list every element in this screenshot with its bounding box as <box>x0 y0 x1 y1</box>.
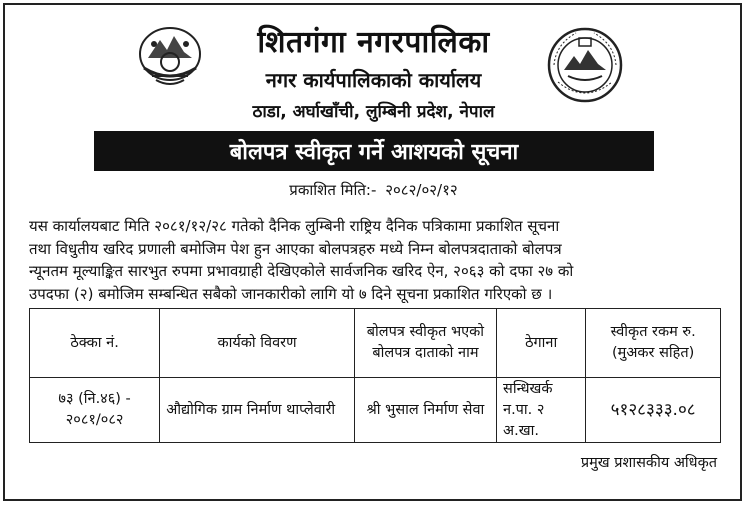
header-contract-no: ठेक्का नं. <box>30 309 160 378</box>
header-address: ठेगाना <box>497 309 586 378</box>
notice-body-line: उपदफा (२) बमोजिम सम्बन्धित सबैको जानकारीको लागि यो ७ दिने सूचना प्रकाशित गरिएको छ । <box>29 284 553 303</box>
notice-banner: बोलपत्र स्वीकृत गर्ने आशयको सूचना <box>94 131 654 171</box>
table-row <box>30 378 721 443</box>
signatory-title: प्रमुख प्रशासकीय अधिकृत <box>580 455 717 471</box>
cell-bidder-name: श्री भुसाल निर्माण सेवा <box>354 378 496 443</box>
award-table <box>29 308 721 443</box>
notice-body-line: न्यूनतम मूल्याङ्कित सारभुत रुपमा प्रभावग्राही देखिएकोले सार्वजनिक खरिद ऐन, २०६३ को दफा २७ को <box>29 262 574 280</box>
published-date-line <box>0 180 747 200</box>
cell-work-description: औद्योगिक ग्राम निर्माण थाप्लेवारी <box>160 378 355 443</box>
table-header-row <box>30 309 721 378</box>
cell-amount: ५१२८३३३.०८ <box>586 378 721 443</box>
cell-contract-no: ७३ (नि.४६) - २०८१/०८२ <box>30 378 160 443</box>
office-name: नगर कार्यपालिकाको कार्यालय <box>265 68 482 92</box>
published-date-label: प्रकाशित मिति:- <box>289 181 377 199</box>
office-address: ठाडा, अर्घाखाँची, लुम्बिनी प्रदेश, नेपाल <box>252 102 495 122</box>
header-work-description: कार्यको विवरण <box>160 309 355 378</box>
cell-address: सन्धिखर्क न.पा. २ अ.खा. <box>497 378 586 443</box>
header-bidder-name: बोलपत्र स्वीकृत भएको बोलपत्र दाताको नाम <box>354 309 496 378</box>
municipality-title: शितगंगा नगरपालिका <box>257 25 490 60</box>
notice-body <box>29 215 721 305</box>
notice-body-line: यस कार्यालयबाट मिति २०८१/१२/२८ गतेको दैनिक लुम्बिनी राष्ट्रिय दैनिक पत्रिकामा प्रकाशित सूचना <box>29 217 560 235</box>
published-date-value: २०८२/०२/१२ <box>385 181 458 199</box>
notice-body-line: तथा विधुतीय खरिद प्रणाली बमोजिम पेश हुन आएका बोलपत्रहरु मध्ये निम्न बोलपत्रदाताको बोलपत्र <box>29 239 562 258</box>
header-amount: स्वीकृत रकम रु. (मुअकर सहित) <box>586 309 721 378</box>
